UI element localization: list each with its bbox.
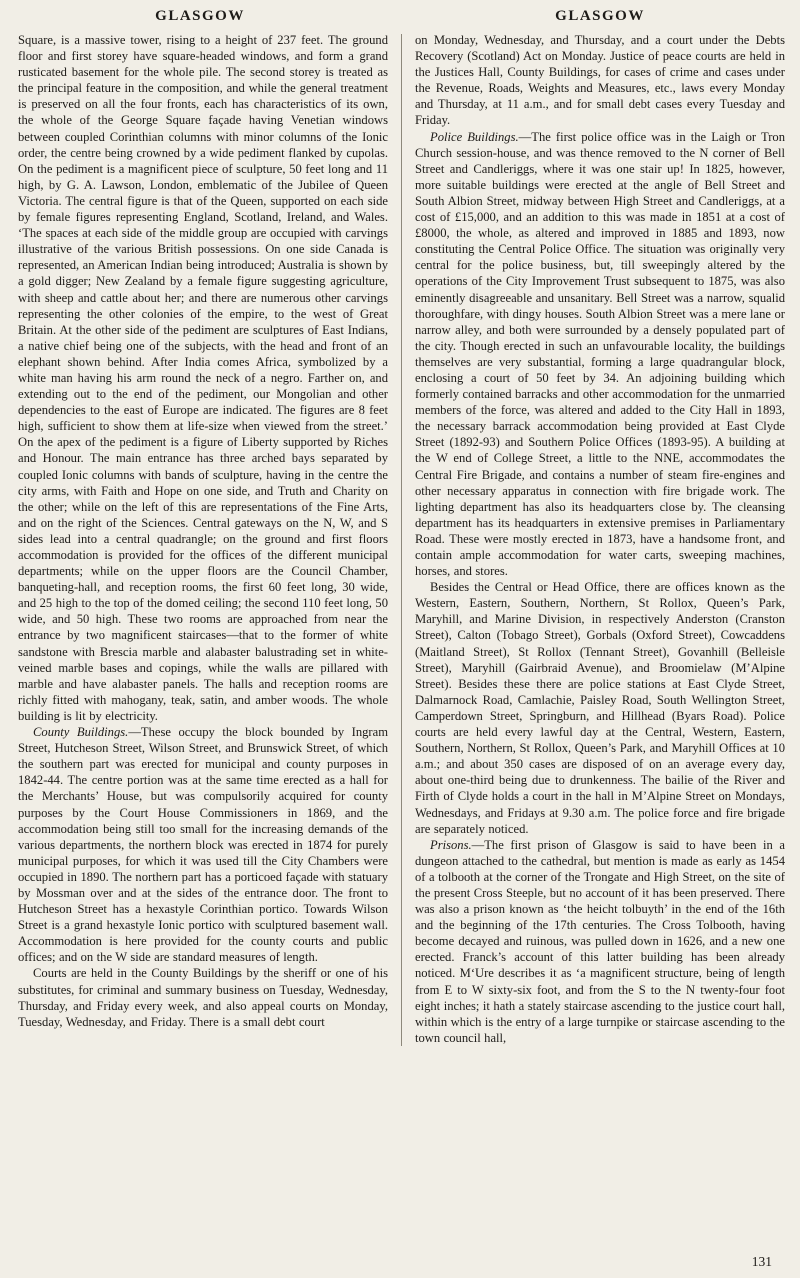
right-column-header: GLASGOW <box>555 8 645 24</box>
left-column <box>18 32 388 1046</box>
right-column <box>415 32 785 1046</box>
section-heading: Prisons. <box>430 837 472 852</box>
running-headers <box>0 8 800 32</box>
text-columns <box>0 32 800 1046</box>
left-column-header: GLASGOW <box>155 8 245 24</box>
paragraph: Police Buildings.—The first police office was in the Laigh or Tron Church session-house, and was thence removed to the N corner of Bell Street and Candleriggs, where it was one stair up! In 1825, however, more suitable buildings were erected at the angle of Bell Street and South Albion Street, midway between High Street and Candleriggs, at a cost of £15,000, and an addition to this was made in 1851 at a cost of £8000, the whole, as altered and improved in 1885 and 1893, now constituting the Central Police Office. The situation was originally very central for the police business, but, till sweepingly altered by the operations of the City Improvement Trust subsequent to 1875, was also eminently disagreeable and unsanitary. Bell Street was a narrow, squalid thoroughfare, with dingy houses. South Albion Street was a mere lane or narrow alley, and both were surrounded by a densely populated part of the city. Though erected in such an unfavourable locality, the buildings themselves are very substantial, forming a large quadrangular block, enclosing a court of 50 feet by 34. An adjoining building which formerly contained barracks and other accommodation for the unmarried members of the force, was altered and added to the City Hall in 1893, the necessary barrack accommodation being provided at East Clyde Street (1892-93) and Southern Police Offices (1893-95). A building at the W end of College Street, a little to the NNE, accommodates the Central Fire Brigade, and contains a number of steam fire-engines and other necessary apparatus in connection with fire brigade work. The lighting department has also its headquarters close by. The cleansing department has its headquarters in extensive premises in Parliamentary Road. These were mostly erected in 1873, have a handsome front, and contain ample accommodation for water carts, sweeping machines, horses, and stores. <box>415 129 785 579</box>
paragraph: on Monday, Wednesday, and Thursday, and a court under the Debts Recovery (Scotland) Act on Monday. Justice of peace courts are held in the Justices Hall, County Buildings, for cases of crime and cases under the Revenue, Roads, Weights and Measures, etc., laws every Monday and Thursday, at 11 a.m., and for small debt cases every Tuesday and Friday. <box>415 33 785 128</box>
page-number: 131 <box>751 1254 772 1269</box>
paragraph: Courts are held in the County Buildings by the sheriff or one of his substitutes, for criminal and summary business on Tuesday, Wednesday, Thursday, and Friday every week, and also appeal courts on Monday, Tuesday, Wednesday, and Friday. There is a small debt court <box>18 966 388 1029</box>
paragraph: Prisons.—The first prison of Glasgow is said to have been in a dungeon attached to the cathedral, but mention is made as early as 1454 of a tolbooth at the corner of the Trongate and High Street, on the site of the present Cross Steeple, but no account of it has been preserved. There was also a prison known as ‘the heicht tolbuyth’ in the end of the 16th and the beginning of the 17th centuries. The Cross Tolbooth, having become decayed and ruinous, was pulled down in 1626, and a new one erected. Franck’s account of this latter building has been already noticed. M‘Ure describes it as ‘a magnificent structure, being of length from E to W sixty-six foot, and from the S to the N twenty-four foot eight inches; it hath a stately staircase ascending to the justice court hall, within which is the entry of a large turnpike or staircase ascending to the town council hall, <box>415 837 785 1045</box>
section-heading: County Buildings. <box>33 725 129 740</box>
paragraph: Besides the Central or Head Office, there are offices known as the Western, Eastern, Southern, Northern, St Rollox, Queen’s Park, Maryhill, and Marine Division, in respectively Anderston (Cranston Street), Calton (Tobago Street), Gorbals (Oxford Street), Cowcaddens (Maitland Street), St Rollox (Tennant Street), Govanhill (Belleisle Street), Maryhill (Gairbraid Avenue), and Broomielaw (M’Alpine Street). Besides these there are police stations at East Clyde Street, Dalmarnock Road, Camlachie, Paisley Road, South Wellington Street, Camperdown Street, Springburn, and Hillhead (Byars Road). Police courts are held every lawful day at the Central, Western, Eastern, Southern, Northern, St Rollox, Queen’s Park, and Maryhill Offices at 10 a.m.; and about 350 cases are disposed of on an average every day, about one-third being due to drunkenness. The bailie of the River and Firth of Clyde holds a court in the hall in M’Alpine Street on Mondays, Wednesdays, and Fridays at 9.30 a.m. The police force and fire brigade are separately noticed. <box>415 580 785 836</box>
paragraph: Square, is a massive tower, rising to a height of 237 feet. The ground floor and first storey have square-headed windows, and form a grand rusticated basement for the whole pile. The second storey is treated as the principal feature in the composition, and while the general treatment is preserved on all the four fronts, each has characteristics of its own, the whole of the George Square façade having Venetian windows between coupled Corinthian columns with minor columns of the Ionic order, the centre being crowned by a wide pediment flanked by cupolas. On the pediment is a magnificent piece of sculpture, 50 feet long and 11 high, by G. A. Lawson, London, emblematic of the Jubilee of Queen Victoria. The central figure is that of the Queen, supported on each side by female figures representing England, Scotland, Ireland, and Wales. ‘The spaces at each side of the middle group are occupied with carvings illustrative of the various British possessions. On one side Canada is represented, an American Indian being introduced; Australia is shown by a gold digger; New Zealand by a female figure suggesting agriculture, with sheep and cattle about her; and there are numerous other carvings representing the other colonies of the empire, to the west of Great Britain. At the other side of the pediment are sculptures of East Indians, a native chief being one of the subjects, with the head and front of an elephant shown behind. After India comes Africa, symbolized by a white man having his arm round the neck of a negro. Farther on, and extending out to the end of the pediment, our Mongolian and other dependencies to the east of Europe are indicated. The figures are 8 feet high, sufficient to show them at life-size when viewed from the street.’ On the apex of the pediment is a figure of Liberty supported by Riches and Honour. The main entrance has three arched bays separated by coupled Ionic columns with bands of sculpture, having in the centre the city arms, with Faith and Hope on one side, and Truth and Charity on the other; while on the left of this are representations of the Fine Arts, and on the right of the Sciences. Central gateways on the N, W, and S sides lead into a central quadrangle; on the ground and first floors accommodation is provided for the offices of the different municipal departments; while on the upper floors are the Council Chamber, banqueting-hall, and reception rooms, the first 60 feet long, 30 wide, and 25 high to the top of the domed ceiling; the second 110 feet long, 50 wide, and 50 high. These two rooms are approached from near the entrance by two magnificent staircases—that to the former of white sandstone with Brescia marble and alabaster balustrading set in white-veined marble bases and copings, while the walls are pillared with marble and have alabaster panels. The halls and reception rooms are richly fitted with mahogany, teak, satin, and amber woods. The whole building is lit by electricity. <box>18 33 388 723</box>
section-heading: Police Buildings. <box>430 129 519 144</box>
column-divider <box>401 34 402 1046</box>
paragraph: County Buildings.—These occupy the block bounded by Ingram Street, Hutcheson Street, Wilson Street, and Brunswick Street, of which the southern part was erected for municipal and county purposes in 1842-44. The centre portion was at the same time erected as a hall for the Merchants’ House, but was compulsorily acquired for county purposes by the Court House Commissioners in 1869, and the accommodation being still too small for the increasing demands of the various departments, the northern block was erected in 1874 for purely municipal purposes, for which it was used till the City Chambers were occupied in 1890. The northern part has a porticoed façade with statuary by Mossman over and at the sides of the entrance door. The front to Hutcheson Street has a hexastyle Corinthian portico. Towards Wilson Street is a grand hexastyle Ionic portico with sculptured basement wall. Accommodation is here provided for the county courts and public offices; and on the W side are standard measures of length. <box>18 725 388 965</box>
